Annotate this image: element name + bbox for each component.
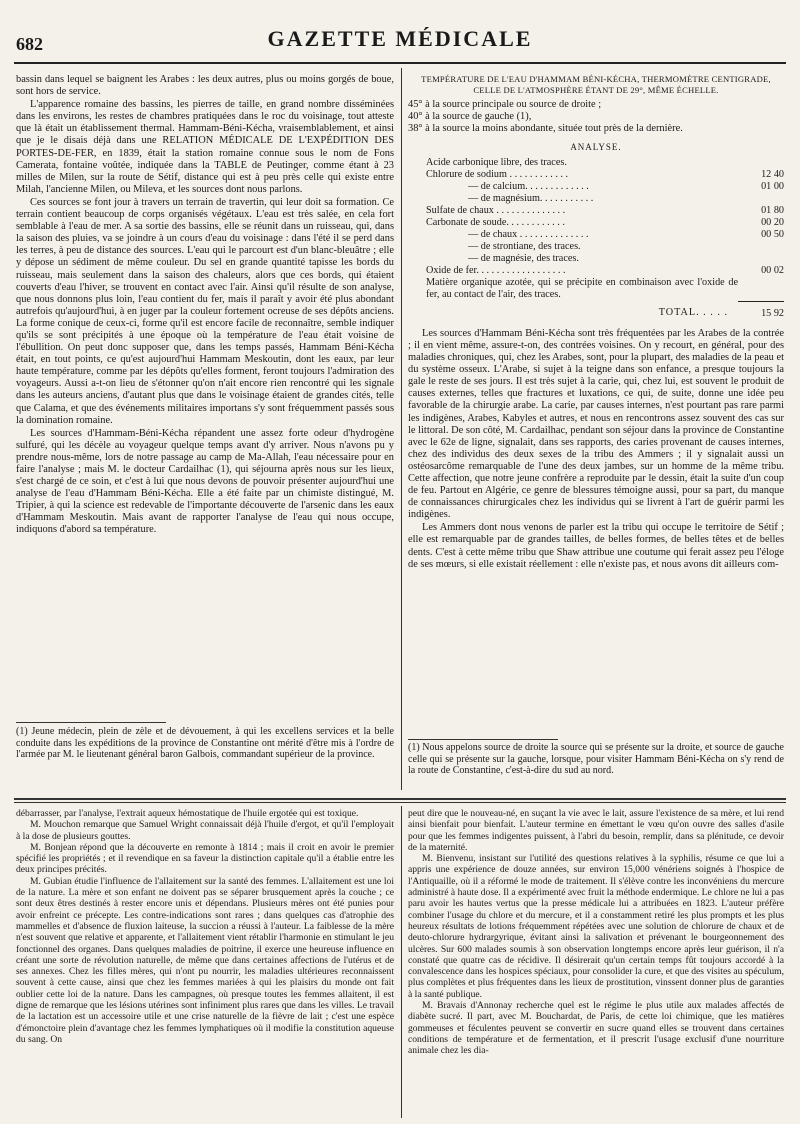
- analysis-value: [738, 193, 784, 205]
- temperature-item: 45° à la source principale ou source de droite ;: [408, 99, 602, 110]
- analysis-substance: — de magnésie, des traces.: [468, 253, 579, 265]
- analysis-value: [738, 277, 784, 301]
- bottom-right-column: [408, 808, 784, 1118]
- analysis-value: [738, 241, 784, 253]
- analysis-substance: — de calcium. . . . . . . . . . . . .: [468, 181, 589, 193]
- temperature-item: 38° à la source la moins abondante, située tout près de la dernière.: [408, 123, 683, 135]
- analysis-row: [408, 217, 784, 229]
- footnote-rule: [16, 722, 166, 723]
- top-right-column: [408, 74, 784, 742]
- paragraph: L'apparence romaine des bassins, les pierres de taille, en grand nombre disséminées dans les environs, les restes de chambres pratiquées dans le roc du voisinage, tout atteste que là était un établissement thermal. Hammam-Béni-Kécha, vraisemblablement, et ainsi que je le disais déjà dans une RELATION MÉDICALE DE L'EXPÉDITION DES PORTES-DE-FER, en 1839, était la station romaine connue sous le nom de Fons Camerata, fontaine voûtée, indiquée dans la TABLE de Peutinger, comme étant à 23 milles de Milen, sur la route de Sétif, distance qui est à peu près celle qui existe entre Milah, l'ancienne Milen, ou Mileva, et les sources dont nous parlons.: [16, 99, 394, 195]
- analysis-substance: Oxide de fer. . . . . . . . . . . . . . . . . .: [426, 265, 566, 277]
- analysis-substance: Carbonate de soude. . . . . . . . . . . .: [426, 217, 565, 229]
- analysis-row: [408, 241, 784, 253]
- analysis-row: [408, 205, 784, 217]
- column-divider: [401, 68, 402, 790]
- column-divider-bottom: [401, 806, 402, 1118]
- paragraph: M. Bonjean répond que la découverte en remonte à 1814 ; mais il croit en avoir le premier spécifié les propriétés ; et il revendique en sa faveur la distinction capitale qu'il a établie entre les deux principes précités.: [16, 841, 394, 876]
- analysis-substance: Sulfate de chaux . . . . . . . . . . . . . .: [426, 205, 566, 217]
- analysis-substance: Acide carbonique libre, des traces.: [426, 157, 567, 169]
- analysis-row: [408, 169, 784, 181]
- section-separator-thin: [14, 802, 786, 803]
- analysis-value: 00 50: [761, 229, 784, 241]
- total-label: TOTAL. . . . .: [658, 307, 728, 319]
- paragraph: M. Mouchon remarque que Samuel Wright connaissait déjà l'huile d'ergot, et qu'il l'employait à la dose de plusieurs gouttes.: [16, 819, 394, 842]
- analysis-row: [408, 265, 784, 277]
- analysis-value: 12 40: [761, 169, 784, 181]
- analysis-table: [408, 157, 784, 320]
- analysis-title: ANALYSE.: [570, 142, 622, 153]
- analysis-row: [408, 229, 784, 241]
- analysis-value: 01 80: [761, 205, 784, 217]
- total-value: 15 92: [738, 301, 784, 320]
- footnote-rule: [408, 739, 558, 740]
- paragraph: Ces sources se font jour à travers un terrain de travertin, qui leur doit sa formation. Ce terrain contient beaucoup de corps organisés végétaux. L'eau est très salée, en cela fort semblable à l'eau de mer. A sa sortie des bassins, elle se réunit dans un ruisseau, qui, dans la saison des pluies, va se joindre à un cours d'eau du voisinage : dans l'été il se perd dans les terres, à peu de distance des sources. L'eau qui le parcourt est d'un blanc-bleuâtre ; elle y dépose un sédiment de même couleur. Du sel en grande quantité tapisse les bords du ruisseau, mais seulement dans la saison des chaleurs, alors que ces bords, qui étaient couverts d'eau l'hiver, se trouvent en contact avec l'air. Ainsi qu'il résulte de son analyse, que nous donnons plus loin, l'eau contient du fer, mais il paraît y avoir été plus abondant autrefois qu'aujourd'hui, à en juger par la couleur fortement ocreuse de ses dépôts anciens. La forme conique de ceux-ci, forme qu'il est encore facile de reconnaître, semble indiquer qu'ils se sont précipités à une époque où la température de l'eau était voisine de l'ébullition. On peut donc supposer que, dans les temps passés, Hammam Béni-Kécha était, en tout points, ce qu'est aujourd'hui Hammam Meskoutin, dont les eaux, par leur haute température, comme par les dépôts qu'elles forment, feront toujours l'admiration des voyageurs. Aussi a-t-on lieu de s'étonner qu'on n'ait encore rien rencontré qui les signale dans les auteurs anciens, d'autant plus que dans le voisinage étaient de grandes cités, telle que Calama, et que des événements militaires importans s'y sont fréquemment passés sous la domination romaine.: [16, 196, 394, 426]
- paragraph: Les sources d'Hammam Béni-Kécha sont très fréquentées par les Arabes de la contrée ; il en vient même, assure-t-on, des contrées voisines. On y recourt, en général, pour des maladies chroniques, qui, chez les Arabes, sont, pour la plupart, des maladies de la peau et du système osseux. L'Arabe, si sujet à la teigne dans son enfance, a presque toujours la gale le reste de ses jours. Il est très sujet à la carie, qui, chez lui, est souvent le produit de causes externes, telles que fractures et luxations, ce qui, de suite, donne une idée peu favorable de la chirurgie arabe. La carie, par causes internes, n'est pourtant pas rare parmi les indigènes, Arabes, Kabyles et autres, et nous en rencontrons assez souvent des cas sur le littoral. De son côté, M. Cardailhac, pendant son séjour dans la province de Constantine avec le 62e de ligne, signalait, dans ses rapports, des caries provenant de causes internes, chez des individus des deux sexes de la tribu des Ammers ; il y signalait aussi un ostéosarcôme remarquable de l'une des deux jambes, sur un homme de la même tribu. Cette affection, que notre jeune confrère a reproduite par le dessin, était la suite d'un coup de feu. Partout en Algérie, ce genre de blessures témoigne aussi, pour sa part, du manque de connaissances chirurgicales chez les individus qui se livrent à l'art de guérir parmi les indigènes.: [408, 327, 784, 521]
- analysis-table-wrap: [408, 157, 784, 320]
- paragraph: M. Bravais d'Annonay recherche quel est le régime le plus utile aux malades affectés de diabète sucré. Il part, avec M. Bouchardat, de Paris, de cette loi chimique, que les matières gommeuses et féculentes peuvent se convertir en sucre quand elles se trouvent dans certaines conditions de température et de fermentation, et il prescrit l'usage exclusif d'une nourriture animale chez les dia-: [408, 1000, 784, 1057]
- analysis-substance: — de strontiane, des traces.: [468, 241, 581, 253]
- paragraph: peut dire que le nouveau-né, en suçant la vie avec le lait, assure l'existence de sa mère, et lui rend ainsi bienfait pour bienfait. L'auteur termine en émettant le vœu qu'on ouvre des salles d'asile pour que les femmes indigentes puissent, à l'abri du besoin, remplir, dans sa plénitude, ce devoir de la maternité.: [408, 808, 784, 853]
- header-rule: [14, 62, 786, 64]
- analysis-substance: Matière organique azotée, qui se précipite en combinaison avec l'oxide de fer, au contact de l'air, des traces.: [426, 277, 738, 301]
- paragraph: bassin dans lequel se baignent les Arabes : les deux autres, plus ou moins gorgés de boue, sont hors de service.: [16, 74, 394, 98]
- analysis-value: [738, 253, 784, 265]
- footnote-left: (1) Jeune médecin, plein de zèle et de dévouement, à qui les excellens services et la belle conduite dans les expéditions de la province de Constantine ont mérité d'être mis à l'ordre de l'armée par M. le lieutenant général baron Galbois, commandant supérieur de la province.: [16, 726, 394, 761]
- temperature-list: [408, 99, 784, 135]
- analysis-value: 01 00: [761, 181, 784, 193]
- analysis-row: [408, 157, 784, 169]
- paragraph: M. Bienvenu, insistant sur l'utilité des questions relatives à la syphilis, résume ce que lui a appris une expérience de douze années, sur environ 15,000 vénériens soignés à l'hospice de l'Antiquaille, où il a réformé le mode de traitement. Il s'élève contre les inconvéniens du mercure administré à haute dose. Il a expérimenté avec fruit la méthode endermique. Le chlore ne lui a pas paru avoir les hautes vertus que la presse médicale lui a attribuées en 1823. L'auteur préfère combiner l'usage du chlore et du mercure, et il a constamment retiré les plus prompts et les plus heureux résultats de lotions fréquemment répétées avec une solution de chlorure de chaux et de deuto-chlorure hydrargyrique, évitant ainsi la salivation et prévenant le bourgeonnement des ulcères. Sur 600 malades soumis à son observation longtemps encore après leur guérison, il n'a constaté que quatre cas de récidive. Il désirerait qu'un certain temps fût toujours accordé à la convalescence dans les hospices spéciaux, pour consolider la cure, et que des visites au spéculum, plus complètes et plus fréquentes dans les lieux de prostitution, vinssent donner plus de garanties à la santé publique.: [408, 853, 784, 1000]
- analysis-row: [408, 277, 784, 301]
- analysis-value: 00 02: [761, 265, 784, 277]
- analysis-substance: — de magnésium. . . . . . . . . . .: [468, 193, 594, 205]
- analysis-value: [738, 157, 784, 169]
- top-left-column: [16, 74, 394, 722]
- bottom-left-column: [16, 808, 394, 1118]
- masthead-title: GAZETTE MÉDICALE: [267, 26, 533, 51]
- footnote-right: (1) Nous appelons source de droite la source qui se présente sur la droite, et source de gauche celle qui se présente sur la gauche, lorsque, pour visiter Hammam Béni-Kécha on s'y rend de la route de Constantine, c'est-à-dire du sud au nord.: [408, 742, 784, 777]
- page-number: 682: [16, 34, 43, 54]
- temperature-heading: TEMPÉRATURE DE L'EAU D'HAMMAM BÉNI-KÉCHA, THERMOMÈTRE CENTIGRADE, CELLE DE L'ATMOSPHÈRE ÉTANT DE 29°, MÊME ÉCHELLE.: [421, 74, 771, 95]
- analysis-row: [408, 193, 784, 205]
- analysis-total-row: [408, 301, 784, 320]
- paragraph: débarrasser, par l'analyse, l'extrait aqueux hémostatique de l'huile ergotée qui est toxique.: [16, 808, 359, 819]
- paragraph: Les sources d'Hammam-Béni-Kécha répandent une assez forte odeur d'hydrogène sulfuré, qui les décèle au voyageur quelque temps avant d'y arriver. Nous n'avons pu y prendre nous-même, lors de notre passage au camp de Ma-Allah, l'eau nécessaire pour en faire l'analyse ; mais M. le docteur Cardailhac (1), qui séjourna après nous sur les lieux, s'est chargé de ce soin, et c'est à lui que nous devons de pouvoir présenter aujourd'hui une analyse de l'eau d'Hammam Béni-Kécha. Elle a été faite par un chimiste distingué, M. Tripier, à qui la science est redevable de l'importante découverte de l'arsenic dans les eaux d'Hammam Meskoutin. Mais avant de rapporter l'analyse de l'eau qui nous occupe, indiquons d'abord sa température.: [16, 427, 394, 536]
- analysis-value: 00 20: [761, 217, 784, 229]
- section-separator: [14, 798, 786, 800]
- analysis-substance: Chlorure de sodium . . . . . . . . . . . .: [426, 169, 569, 181]
- analysis-row: [408, 181, 784, 193]
- analysis-row: [408, 253, 784, 265]
- temperature-item: 40° à la source de gauche (1),: [408, 111, 532, 123]
- analysis-substance: — de chaux . . . . . . . . . . . . . .: [468, 229, 589, 241]
- paragraph: Les Ammers dont nous venons de parler est la tribu qui occupe le territoire de Sétif ; elle est remarquable par de grandes tailles, de belles formes, de belles têtes et de belles dents. C'est à cette même tribu que Shaw attribue une coutume qui ferait assez peu l'éloge de ses mœurs, si elle existait réellement : elle n'existe pas, et nous avons dit ailleurs com-: [408, 522, 784, 570]
- paragraph: M. Gubian étudie l'influence de l'allaitement sur la santé des femmes. L'allaitement est une loi de la nature. La mère et son enfant ne doivent pas se séparer brusquement après la couche ; ce sont deux êtres destinés à rester encore unis et dépendans. Plusieurs mères ont été punies pour avoir enfreint ce précepte. Les contre-indications sont rares ; dans quelques cas d'atrophie des mammelles et d'absence de fluxion laiteuse, la succion a réussi à l'auteur. La faiblesse de la mère n'est souvent que relative et apparente, et l'allaitement vient rétablir l'harmonie en stimulant le jeu fonctionnel des organes. Dans quelques maladies de poitrine, il exerce une heureuse influence en créant une sorte de révolution naturelle, de même que dans certaines affections de l'utérus et de ses annexes. Chez les filles mères, qui n'ont pu nourrir, les maladies ultérieures reconnaissent souvent à cette cause, ainsi que chez les femmes mariées à qui les plaisirs du monde ont fait oublier cette loi de la nature. Dans les campagnes, où presque toutes les femmes allaitent, il est digne de remarque que les lésions utérines sont infiniment plus rares que dans les villes. Le travail de la lactation est un accessoire utile et une crise naturelle de la fièvre de lait ; c'est une espèce d'émonctoire plein d'avantage chez les femmes lymphatiques où il modifie la constitution aqueuse du sang. On: [16, 875, 394, 1045]
